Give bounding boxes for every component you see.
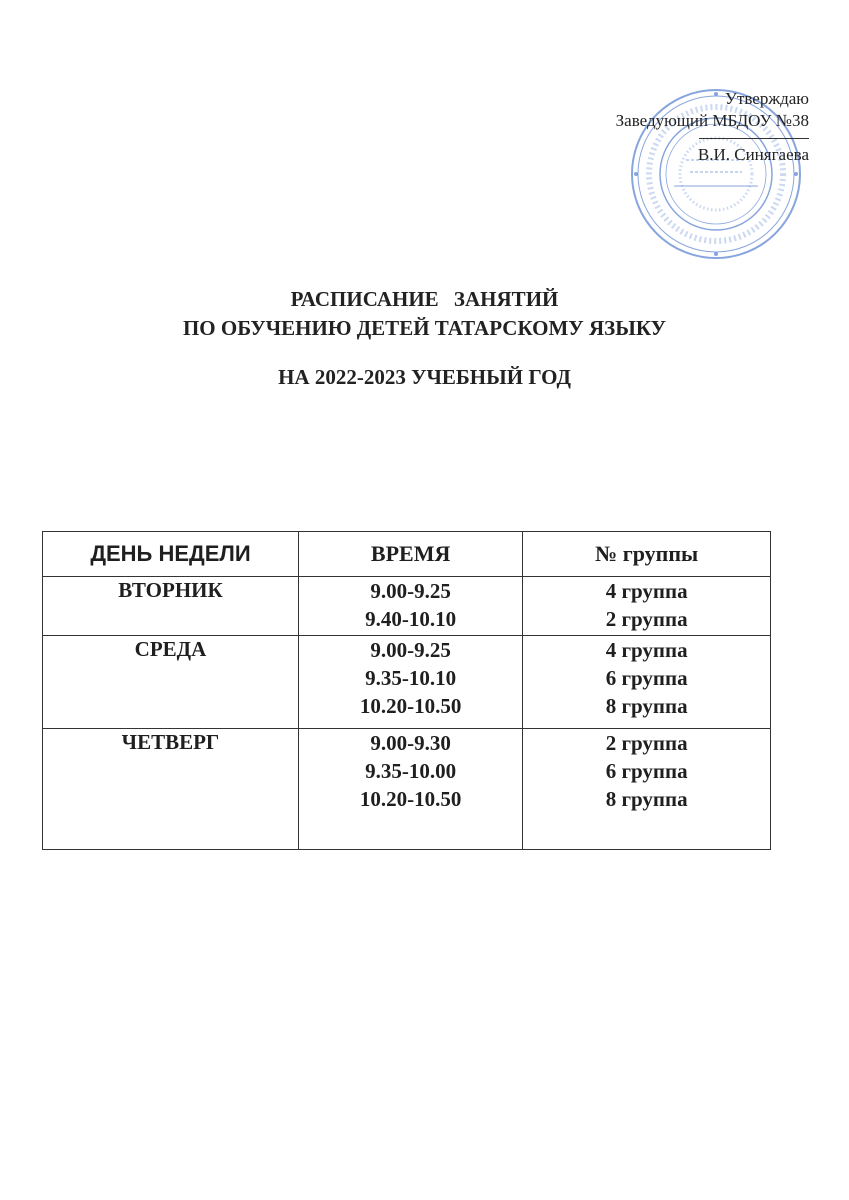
approval-block (569, 88, 809, 166)
table-row (43, 636, 771, 729)
day-name: СРЕДА (134, 637, 207, 661)
group-label: 4 группа (605, 638, 688, 662)
time-slot: 9.00-9.30 (370, 731, 451, 755)
time-cell (298, 577, 522, 636)
time-slot: 9.35-10.10 (365, 666, 457, 690)
approval-approve-text: Утверждаю (724, 89, 809, 108)
time-slot: 10.20-10.50 (359, 787, 462, 811)
group-label: 8 группа (605, 787, 688, 811)
document-title (0, 285, 849, 392)
title-line-3: НА 2022-2023 УЧЕБНЫЙ ГОД (278, 365, 571, 389)
day-cell (43, 577, 299, 636)
table-header-row (43, 532, 771, 577)
time-slot: 9.00-9.25 (370, 579, 451, 603)
header-group: № группы (523, 532, 771, 577)
group-cell (523, 577, 771, 636)
header-day: ДЕНЬ НЕДЕЛИ (43, 532, 299, 577)
group-label: 6 группа (605, 759, 688, 783)
approval-position-text: Заведующий МБДОУ №38 (615, 111, 809, 130)
table-row (43, 729, 771, 850)
group-label: 2 группа (605, 607, 688, 631)
group-label: 8 группа (605, 694, 688, 718)
group-label: 2 группа (605, 731, 688, 755)
time-slot: 10.20-10.50 (359, 694, 462, 718)
day-cell (43, 636, 299, 729)
day-name: ВТОРНИК (118, 578, 223, 602)
day-name: ЧЕТВЕРГ (121, 730, 220, 754)
title-line-2: ПО ОБУЧЕНИЮ ДЕТЕЙ ТАТАРСКОМУ ЯЗЫКУ (182, 316, 667, 340)
time-slot: 9.35-10.00 (365, 759, 457, 783)
group-label: 4 группа (605, 579, 688, 603)
title-line-1: РАСПИСАНИЕ ЗАНЯТИЙ (290, 287, 559, 311)
table-row (43, 577, 771, 636)
time-slot: 9.00-9.25 (370, 638, 451, 662)
group-cell (523, 636, 771, 729)
group-label: 6 группа (605, 666, 688, 690)
day-cell (43, 729, 299, 850)
group-cell (523, 729, 771, 850)
time-slot: 9.40-10.10 (365, 607, 457, 631)
time-cell (298, 729, 522, 850)
schedule-table (42, 531, 771, 850)
header-time: ВРЕМЯ (298, 532, 522, 577)
time-cell (298, 636, 522, 729)
approval-name-text: В.И. Синягаева (697, 145, 809, 164)
signature-line (699, 138, 809, 140)
